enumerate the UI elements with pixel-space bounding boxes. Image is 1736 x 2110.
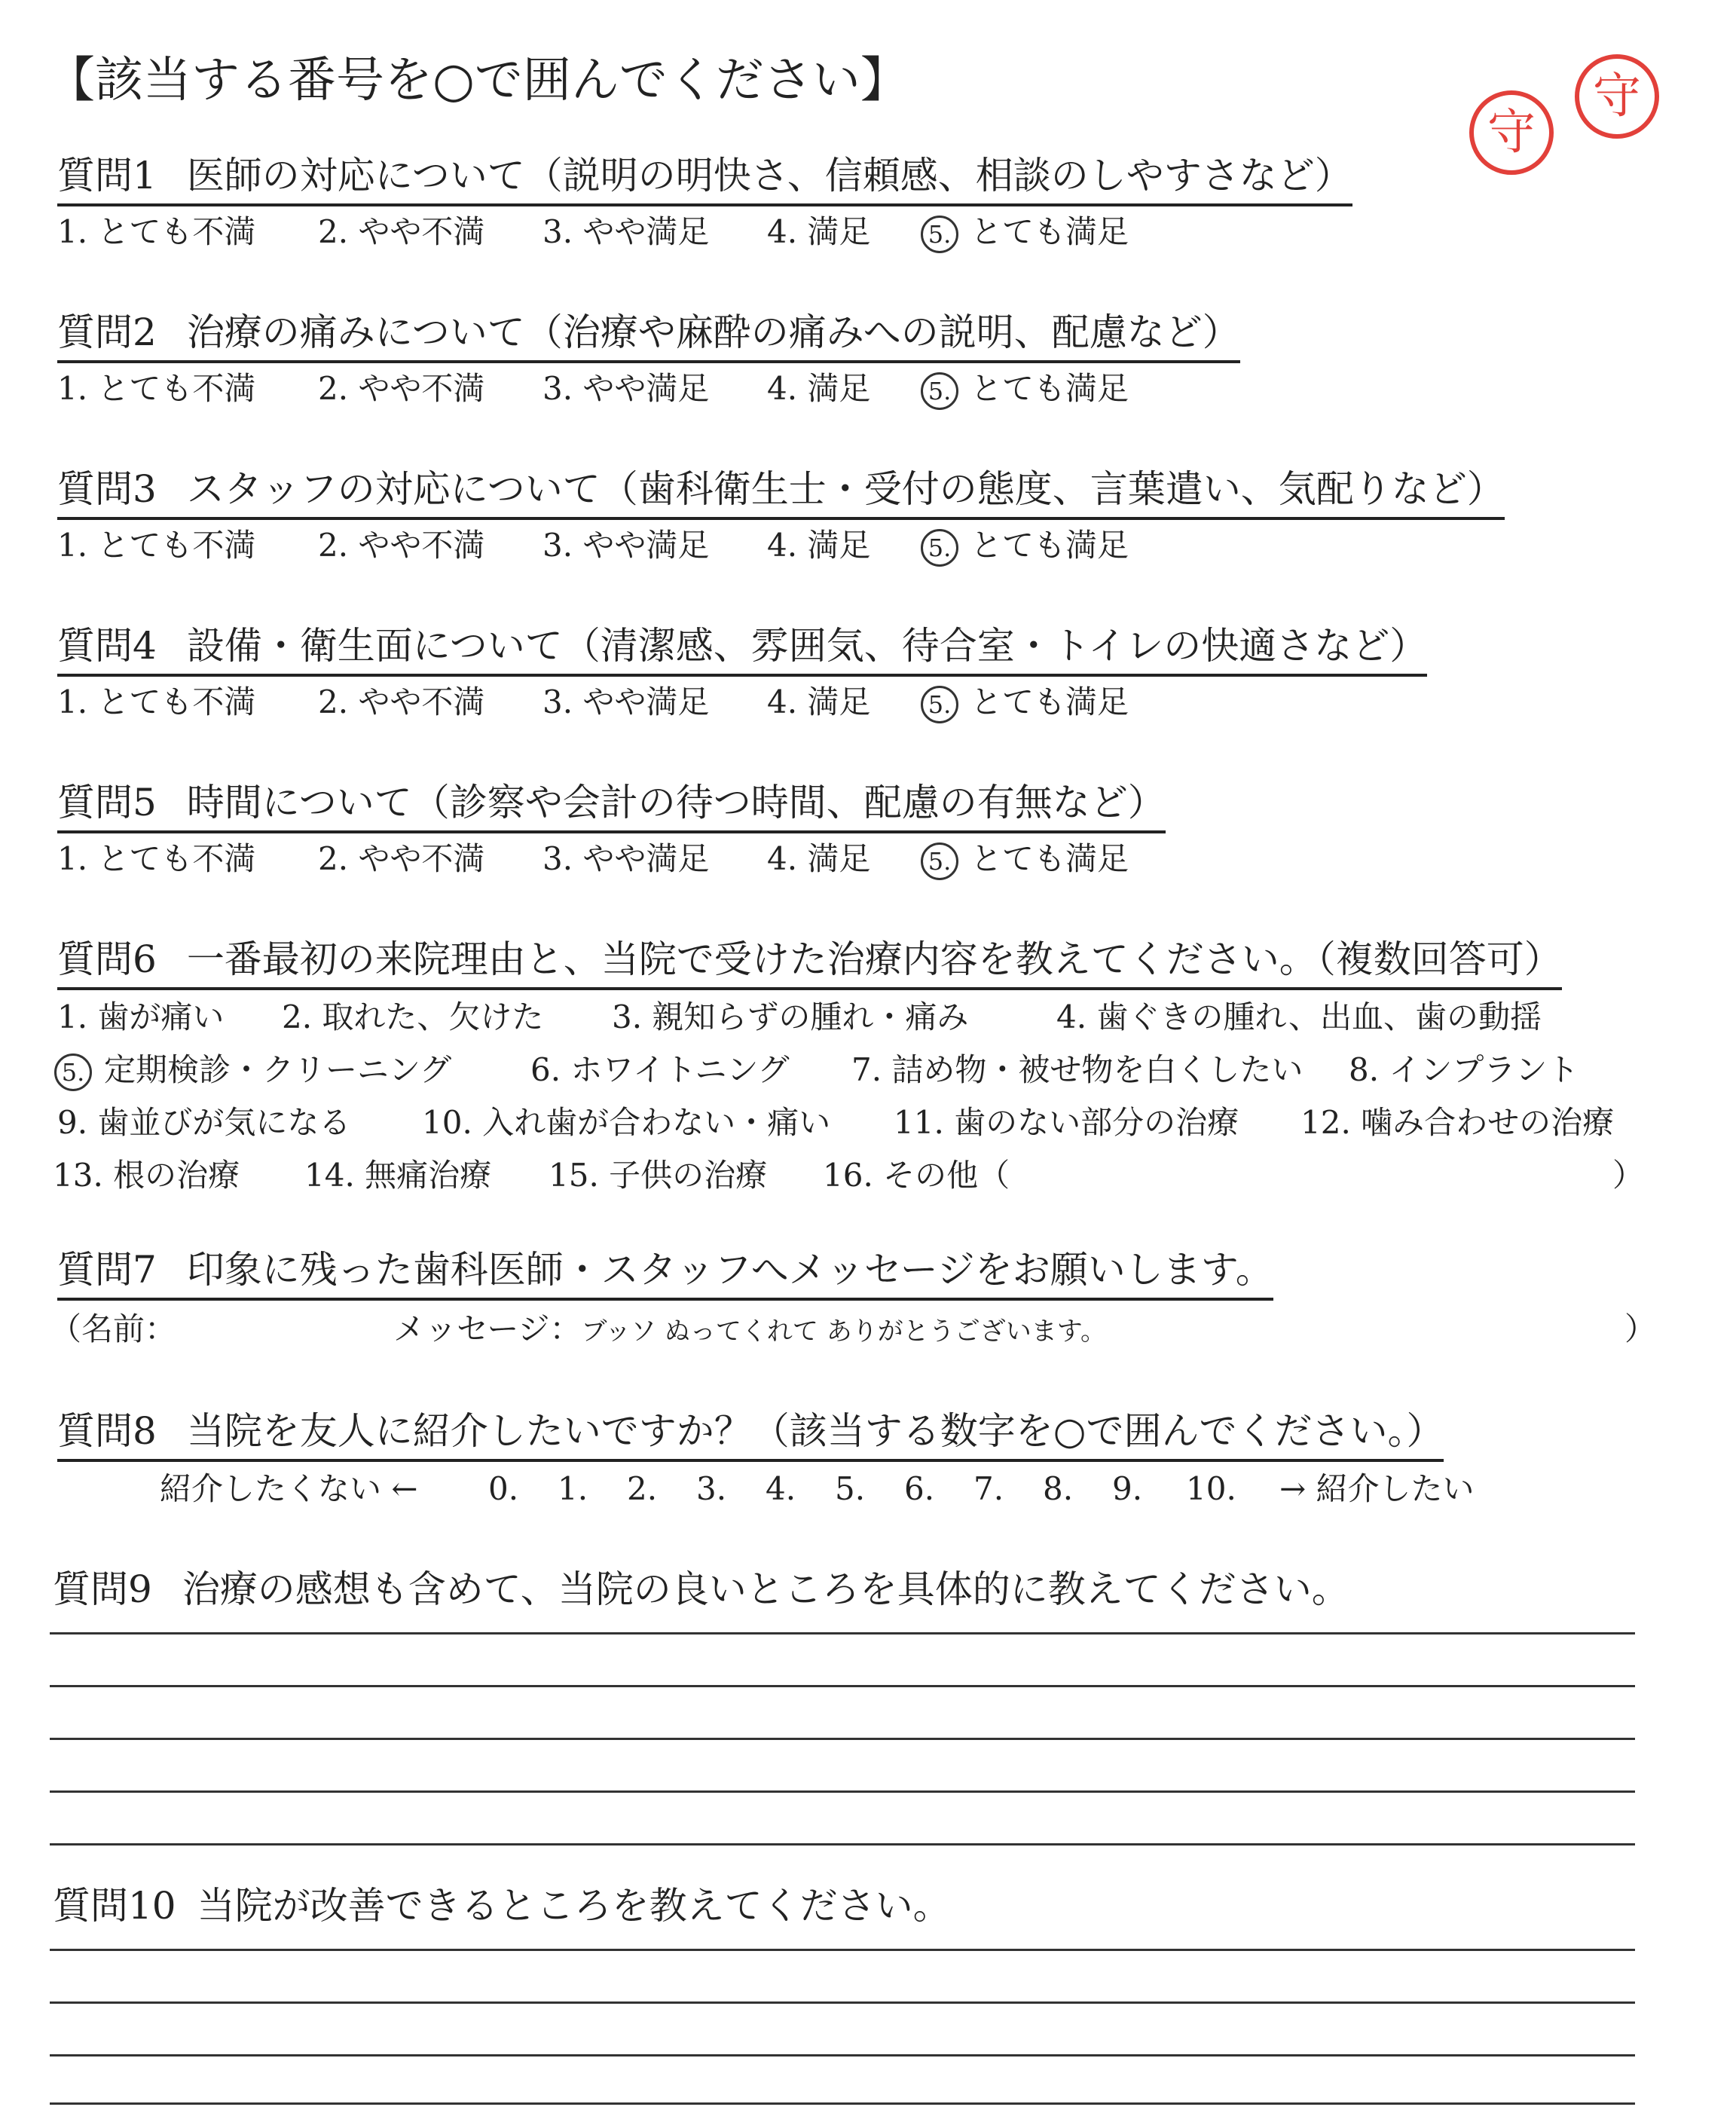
option-1[interactable]: 1. とても不満 [57, 683, 256, 720]
option-3[interactable]: 3. やや満足 [542, 840, 710, 877]
other-close-paren: ） [1612, 1157, 1645, 1194]
write-line[interactable] [50, 2054, 1635, 2056]
option-13[interactable]: 13. 根の治療 [53, 1157, 240, 1194]
handwritten-message: ブッソ ぬってくれて ありがとうございます。 [581, 1316, 1106, 1347]
question-text: 設備・衛生面について（清潔感、雰囲気、待合室・トイレの快適さなど） [186, 624, 1428, 668]
write-line[interactable] [50, 2102, 1635, 2105]
option-1[interactable]: 1. とても不満 [57, 840, 256, 877]
option-2[interactable]: 2. やや不満 [318, 527, 485, 564]
scale-9[interactable]: 9. [1112, 1470, 1143, 1507]
question-number: 質問7 [57, 1248, 157, 1292]
option-1[interactable]: 1. とても不満 [57, 370, 256, 407]
selected-circle: 5. [921, 686, 958, 723]
question-text: 治療の感想も含めて、当院の良いところを具体的に教えてください。 [182, 1567, 1349, 1611]
scale-3[interactable]: 3. [696, 1470, 727, 1507]
recommend-scale [160, 1466, 1591, 1512]
q6-options-row-3 [57, 1100, 1677, 1145]
option-5-selected[interactable]: 5. とても満足 [921, 209, 1129, 255]
question-text: 医師の対応について（説明の明快さ、信頼感、相談のしやすさなど） [186, 154, 1352, 197]
name-label: （名前： [50, 1310, 177, 1347]
page-title: 【該当する番号を○で囲んでください】 [47, 53, 909, 109]
q6-options-row-2 [54, 1047, 1674, 1093]
option-5-selected[interactable]: 5. とても満足 [921, 680, 1129, 725]
option-1[interactable]: 1. とても不満 [57, 213, 256, 250]
question-number: 質問9 [53, 1567, 152, 1611]
write-line[interactable] [50, 1685, 1635, 1687]
question-7 [57, 1245, 1273, 1301]
selected-circle: 5. [921, 216, 958, 253]
option-4[interactable]: 4. 満足 [767, 370, 871, 407]
question-5 [57, 778, 1166, 833]
question-number: 質問10 [53, 1884, 176, 1928]
scale-10[interactable]: 10. [1186, 1470, 1236, 1507]
red-seal-stamp: 守 [1575, 54, 1659, 139]
question-1 [57, 151, 1352, 206]
question-number: 質問3 [57, 467, 157, 511]
option-12[interactable]: 12. 噛み合わせの治療 [1300, 1104, 1615, 1141]
red-seal-stamp: 守 [1469, 90, 1554, 175]
option-1[interactable]: 1. とても不満 [57, 527, 256, 564]
option-3[interactable]: 3. やや満足 [542, 683, 710, 720]
question-text: 当院を友人に紹介したいですか？（該当する数字を○で囲んでください。） [186, 1409, 1444, 1453]
option-2[interactable]: 2. やや不満 [318, 683, 485, 720]
question-text: 治療の痛みについて（治療や麻酔の痛みへの説明、配慮など） [186, 310, 1240, 354]
option-3[interactable]: 3. やや満足 [542, 370, 710, 407]
option-9[interactable]: 9. 歯並びが気になる [57, 1104, 351, 1141]
selected-circle: 5. [54, 1053, 92, 1091]
scale-left-label: 紹介したくない ← [160, 1470, 418, 1507]
option-14[interactable]: 14. 無痛治療 [304, 1157, 492, 1194]
answer-scale-1 [57, 209, 1677, 255]
write-line[interactable] [50, 1843, 1635, 1845]
option-5-selected[interactable]: 5. とても満足 [921, 836, 1129, 882]
option-8[interactable]: 8. インプラント [1349, 1051, 1579, 1088]
question-4 [57, 621, 1427, 677]
message-label: メッセージ： [393, 1310, 582, 1347]
write-line[interactable] [50, 2001, 1635, 2004]
q7-answer-row [50, 1307, 1677, 1352]
question-number: 質問1 [57, 154, 157, 197]
option-6[interactable]: 6. ホワイトニング [530, 1051, 790, 1088]
option-4[interactable]: 4. 歯ぐきの腫れ、出血、歯の動揺 [1056, 998, 1542, 1035]
scale-5[interactable]: 5. [835, 1470, 866, 1507]
option-3[interactable]: 3. やや満足 [542, 527, 710, 564]
question-3 [57, 464, 1505, 520]
question-number: 質問2 [57, 310, 157, 354]
question-text: 一番最初の来院理由と、当院で受けた治療内容を教えてください。（複数回答可） [186, 937, 1562, 981]
option-3[interactable]: 3. やや満足 [542, 213, 710, 250]
option-5-selected[interactable]: 5. とても満足 [921, 523, 1129, 568]
option-2[interactable]: 2. 取れた、欠けた [282, 998, 544, 1035]
question-number: 質問8 [57, 1409, 157, 1453]
question-10 [53, 1881, 951, 1931]
option-2[interactable]: 2. やや不満 [318, 213, 485, 250]
write-line[interactable] [50, 1738, 1635, 1740]
option-3[interactable]: 3. 親知らずの腫れ・痛み [612, 998, 969, 1035]
option-16-other[interactable]: 16. その他（ [823, 1157, 1010, 1194]
question-text: 時間について（診察や会計の待つ時間、配慮の有無など） [186, 781, 1166, 824]
question-number: 質問6 [57, 937, 157, 981]
option-11[interactable]: 11. 歯のない部分の治療 [894, 1104, 1239, 1141]
option-5-selected[interactable]: 5. 定期検診・クリーニング [54, 1047, 451, 1093]
answer-scale-3 [57, 523, 1677, 568]
option-4[interactable]: 4. 満足 [767, 213, 871, 250]
question-6 [57, 934, 1562, 990]
write-line[interactable] [50, 1632, 1635, 1634]
option-4[interactable]: 4. 満足 [767, 840, 871, 877]
answer-scale-2 [57, 366, 1677, 411]
scale-6[interactable]: 6. [904, 1470, 935, 1507]
scale-7[interactable]: 7. [973, 1470, 1004, 1507]
option-2[interactable]: 2. やや不満 [318, 840, 485, 877]
option-4[interactable]: 4. 満足 [767, 527, 871, 564]
scale-8[interactable]: 8. [1043, 1470, 1074, 1507]
q6-options-row-1 [57, 995, 1677, 1040]
scale-2[interactable]: 2. [627, 1470, 658, 1507]
scale-1[interactable]: 1. [558, 1470, 588, 1507]
option-1[interactable]: 1. 歯が痛い [57, 998, 225, 1035]
scale-4[interactable]: 4. [766, 1470, 796, 1507]
selected-circle: 5. [921, 372, 958, 410]
selected-circle: 5. [921, 529, 958, 567]
answer-scale-5 [57, 836, 1677, 882]
option-15[interactable]: 15. 子供の治療 [549, 1157, 768, 1194]
option-4[interactable]: 4. 満足 [767, 683, 871, 720]
question-text: スタッフの対応について（歯科衛生士・受付の態度、言葉遣い、気配りなど） [186, 467, 1505, 511]
answer-scale-4 [57, 680, 1677, 725]
option-10[interactable]: 10. 入れ歯が合わない・痛い [422, 1104, 831, 1141]
write-line[interactable] [50, 1790, 1635, 1793]
option-2[interactable]: 2. やや不満 [318, 370, 485, 407]
message-field[interactable] [393, 1307, 1106, 1354]
question-text: 印象に残った歯科医師・スタッフへメッセージをお願いします。 [186, 1248, 1273, 1292]
write-line[interactable] [50, 1949, 1635, 1951]
question-number: 質問5 [57, 781, 157, 824]
question-9 [53, 1564, 1349, 1614]
question-number: 質問4 [57, 624, 157, 668]
option-7[interactable]: 7. 詰め物・被せ物を白くしたい [851, 1051, 1304, 1088]
q6-options-row-4 [53, 1153, 1677, 1198]
question-2 [57, 307, 1240, 363]
scale-0[interactable]: 0. [488, 1470, 519, 1507]
close-paren: ） [1624, 1310, 1657, 1347]
question-text: 当院が改善できるところを教えてください。 [197, 1884, 951, 1928]
scale-right-label: → 紹介したい [1279, 1470, 1475, 1507]
question-8 [57, 1406, 1444, 1462]
selected-circle: 5. [921, 842, 958, 880]
option-5-selected[interactable]: 5. とても満足 [921, 366, 1129, 411]
